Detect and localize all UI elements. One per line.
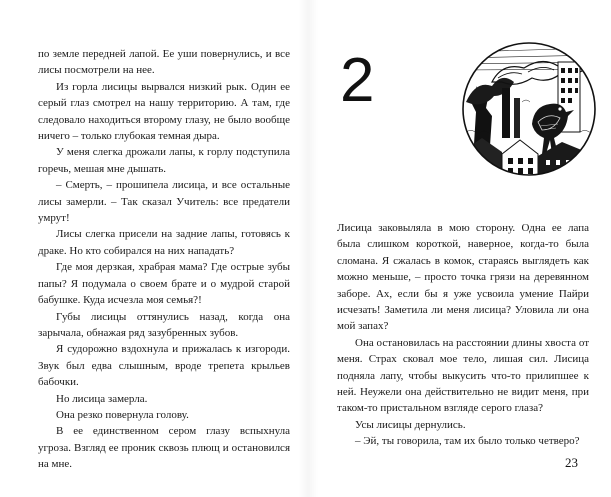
book-gutter: [298, 0, 318, 497]
paragraph: Где моя дерзкая, храбрая мама? Где острые зубы папы? Я подумала о своем брате и о мудрой старой бабушке. Куда исчезла моя семья?!: [38, 261, 290, 307]
crow-on-rooftop-illustration: [462, 42, 596, 176]
chapter-number: 2: [340, 46, 375, 115]
paragraph: по земле передней лапой. Ее уши повернулись, и все лисы посмотрели на нее.: [38, 48, 290, 77]
paragraph: Она резко повернула голову.: [56, 408, 189, 421]
paragraph: У меня слегка дрожали лапы, к горлу подступила горечь, мешая мне дышать.: [38, 146, 290, 175]
paragraph: Лисица заковыляла в мою сторону. Одна ее лапа была слишком короткой, наверное, когда-то была сломана. Я сжалась в комок, стараясь выглядеть как можно меньше, – просто точка грязи на деревянном заборе. Ах, если бы я уже усвоила умение Пайри исчезать! Заметила ли меня лисица? Уловила ли она мой запах?: [337, 222, 589, 333]
paragraph: Я судорожно вздохнула и прижалась к изгороди. Звук был едва слышным, вроде трепета крыльев бабочки.: [38, 343, 290, 389]
left-page-text: [38, 46, 290, 473]
right-page-text: [337, 220, 589, 450]
paragraph: – Эй, ты говорила, там их было только четверо?: [355, 435, 580, 448]
paragraph: Лисы слегка присели на задние лапы, готовясь к драке. Но кто собирался на них нападать?: [38, 228, 290, 257]
paragraph: – Смерть, – прошипела лисица, и все остальные лисы замерли. – Так сказал Учитель: все предатели умрут!: [38, 179, 290, 225]
paragraph: Но лисица замерла.: [56, 392, 148, 405]
paragraph: Губы лисицы оттянулись назад, когда она зарычала, обнажая ряд зазубренных зубов.: [38, 310, 290, 339]
paragraph: Из горла лисицы вырвался низкий рык. Один ее серый глаз смотрел на нашу территорию. А там, где следовало находиться второму глазу, не было вообще ничего – только глубокая темная дыра.: [38, 80, 290, 143]
paragraph: Она остановилась на расстоянии длины хвоста от меня. Страх сковал мое тело, лишая сил. Лисица подняла лапу, чтобы выкусить что-то прилипшее к ней. Неужели она действительно не видит меня, при таком-то пристальном взгляде серого глаза?: [337, 336, 589, 415]
page-number: 23: [565, 455, 578, 470]
paragraph: Усы лисицы дернулись.: [355, 418, 466, 431]
paragraph: В ее единственном сером глазу вспыхнула угроза. Взгляд ее проник сквозь плющ и остановился на мне.: [38, 425, 290, 471]
chapter-illustration-svg: [462, 42, 596, 176]
